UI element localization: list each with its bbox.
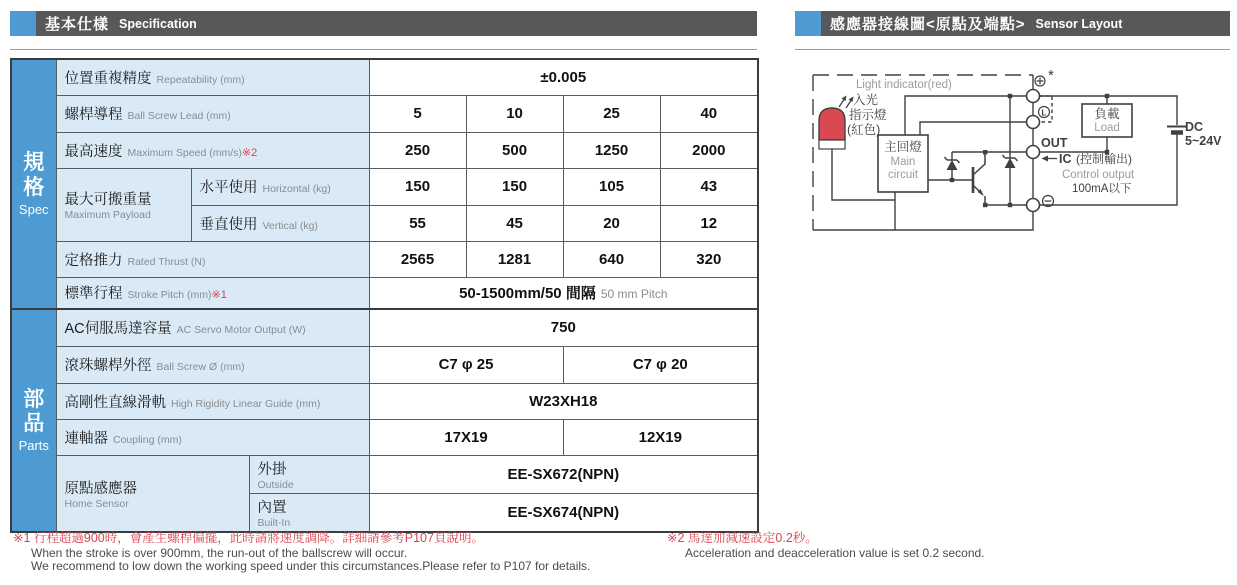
led-label-zh1: 入光 bbox=[853, 93, 879, 107]
label-en: Built-In bbox=[257, 516, 291, 529]
home-sensor-label bbox=[56, 455, 249, 532]
control-output-zh: (控制輸出) bbox=[1076, 152, 1132, 166]
label-zh: 原點感應器 bbox=[64, 480, 137, 497]
blue-square-accent bbox=[10, 11, 36, 36]
header-title-en: Specification bbox=[119, 16, 197, 31]
light-indicator-label: Light indicator(red) bbox=[856, 79, 952, 91]
label-zh: 滾珠螺桿外徑 bbox=[64, 358, 152, 374]
header-title-zh: 感應器接線圖<原點及端點> bbox=[830, 16, 1026, 33]
sidebar-spec bbox=[11, 59, 56, 309]
lead-label bbox=[56, 95, 369, 132]
thrust-value: 320 bbox=[660, 241, 758, 277]
footnote-1-en2: We recommend to low down the working speed under this circumstances.Please refer to P107 for details. bbox=[31, 559, 591, 573]
plus-terminal bbox=[1027, 90, 1040, 103]
label-en: Ball Screw Lead (mm) bbox=[127, 110, 231, 122]
repeatability-value: ±0.005 bbox=[369, 59, 758, 95]
row-ball-screw-od bbox=[11, 346, 758, 383]
sidebar-parts-en: Parts bbox=[18, 437, 49, 453]
row-payload-horizontal bbox=[11, 168, 758, 205]
payload-v-value: 55 bbox=[369, 205, 466, 241]
servo-value: 750 bbox=[369, 309, 758, 346]
label-en: AC Servo Motor Output (W) bbox=[176, 324, 306, 337]
header-title-zh: 基本仕樣 bbox=[45, 16, 110, 33]
main-circuit-box bbox=[878, 135, 928, 192]
label-note: ※2 bbox=[241, 146, 258, 159]
section-header-sensor-layout bbox=[795, 11, 1230, 36]
sensor-wiring-diagram bbox=[795, 60, 1235, 255]
sensor-builtin-value: EE-SX674(NPN) bbox=[369, 493, 758, 532]
footnote-1 bbox=[13, 532, 590, 574]
zener-diode-icon bbox=[945, 152, 960, 180]
label-en: Repeatability (mm) bbox=[156, 73, 245, 86]
label-zh: 水平使用 bbox=[199, 180, 258, 196]
row-coupling bbox=[11, 419, 758, 455]
label-en: Coupling (mm) bbox=[113, 433, 182, 446]
label-en: Rated Thrust (N) bbox=[127, 255, 206, 268]
ic-arrow-icon bbox=[1042, 156, 1058, 162]
battery-icon bbox=[1167, 127, 1187, 133]
row-ball-screw-lead bbox=[11, 95, 758, 132]
label-zh: 標準行程 bbox=[64, 286, 123, 303]
label-zh: 高剛性直線滑軌 bbox=[64, 394, 166, 411]
asterisk-mark: * bbox=[1048, 67, 1054, 84]
load-zh: 負載 bbox=[1094, 107, 1120, 121]
ic-label: IC bbox=[1059, 152, 1072, 166]
footnote-1-en1: When the stroke is over 900mm, the run-out of the ballscrew will occur. bbox=[31, 545, 408, 560]
screw-od-value: C7 φ 25 bbox=[369, 346, 563, 383]
label-en: Horizontal (kg) bbox=[262, 183, 331, 195]
payload-v-value: 45 bbox=[466, 205, 563, 241]
sensor-outside-value: EE-SX672(NPN) bbox=[369, 455, 758, 493]
label-en: Outside bbox=[257, 478, 294, 491]
row-servo-output bbox=[11, 309, 758, 346]
footnote-2-zh: ※2 馬達加減速設定0.2秒。 bbox=[667, 531, 818, 545]
label-zh: 位置重複精度 bbox=[64, 70, 152, 87]
main-circuit-en1: Main bbox=[890, 156, 916, 168]
lead-value: 5 bbox=[369, 95, 466, 132]
speed-value: 500 bbox=[466, 132, 563, 168]
main-circuit-en2: circuit bbox=[887, 169, 919, 181]
speed-label bbox=[56, 132, 369, 168]
label-zh: 最高速度 bbox=[64, 143, 123, 160]
label-zh: 內置 bbox=[257, 499, 287, 516]
row-linear-guide bbox=[11, 383, 758, 419]
light-ray-arrows-icon bbox=[839, 96, 854, 109]
sidebar-spec-zh: 規格 bbox=[23, 151, 45, 199]
label-zh: 外掛 bbox=[257, 461, 287, 478]
speed-value: 1250 bbox=[563, 132, 660, 168]
payload-v-value: 20 bbox=[563, 205, 660, 241]
row-home-sensor-outside bbox=[11, 455, 758, 493]
label-zh: 定格推力 bbox=[64, 252, 123, 269]
main-circuit-zh: 主回燈 bbox=[884, 140, 922, 154]
thrust-label bbox=[56, 241, 369, 277]
footnote-1-zh: ※1 行程超過900時，會產生螺桿偏擺，此時請將速度調降。詳細請參考P107頁說明。 bbox=[13, 531, 484, 545]
header-bar bbox=[821, 11, 1230, 36]
voltage-label: 5~24V bbox=[1185, 134, 1222, 148]
transistor-icon bbox=[973, 152, 985, 205]
minus-terminal bbox=[1027, 199, 1040, 212]
payload-horizontal-label bbox=[191, 168, 369, 205]
enclosure-bottom-line bbox=[813, 212, 1033, 230]
sidebar-parts bbox=[11, 309, 56, 532]
current-limit-label: 100mA以下 bbox=[1072, 183, 1132, 195]
blue-square-accent bbox=[795, 11, 821, 36]
lead-value: 10 bbox=[466, 95, 563, 132]
payload-h-value: 43 bbox=[660, 168, 758, 205]
plus-wire bbox=[905, 96, 1027, 135]
stroke-label bbox=[56, 277, 369, 309]
stroke-value-main: 50-1500mm/50 間隔 bbox=[459, 285, 596, 303]
payload-h-value: 105 bbox=[563, 168, 660, 205]
screw-od-value: C7 φ 20 bbox=[563, 346, 758, 383]
lead-value: 25 bbox=[563, 95, 660, 132]
thrust-value: 2565 bbox=[369, 241, 466, 277]
label-zh: 連軸器 bbox=[64, 430, 108, 447]
out-terminal bbox=[1027, 146, 1040, 159]
payload-v-value: 12 bbox=[660, 205, 758, 241]
header-underline bbox=[10, 49, 757, 50]
thrust-value: 1281 bbox=[466, 241, 563, 277]
label-en: Maximum Speed (mm/s) bbox=[127, 146, 242, 159]
footnote-2 bbox=[667, 532, 985, 560]
led-label-zh3: (紅色) bbox=[847, 123, 881, 137]
sidebar-spec-en: Spec bbox=[18, 201, 49, 217]
payload-vertical-label bbox=[191, 205, 369, 241]
header-bar bbox=[36, 11, 757, 36]
out-label: OUT bbox=[1041, 136, 1068, 150]
row-repeatability bbox=[11, 59, 758, 95]
guide-value: W23XH18 bbox=[369, 383, 758, 419]
payload-h-value: 150 bbox=[466, 168, 563, 205]
footnote-2-en1: Acceleration and deacceleration value is set 0.2 second. bbox=[685, 545, 985, 560]
stroke-value-sub: 50 mm Pitch bbox=[600, 287, 668, 302]
header-title-en: Sensor Layout bbox=[1035, 16, 1123, 31]
load-box bbox=[1082, 104, 1132, 137]
control-output-en: Control output bbox=[1062, 169, 1135, 181]
plus-symbol-icon bbox=[1035, 76, 1045, 86]
payload-label bbox=[56, 168, 191, 241]
repeatability-label bbox=[56, 59, 369, 95]
coupling-value: 17X19 bbox=[369, 419, 563, 455]
payload-h-value: 150 bbox=[369, 168, 466, 205]
header-underline bbox=[795, 49, 1230, 50]
label-zh: 垂直使用 bbox=[199, 216, 258, 233]
stroke-value bbox=[369, 277, 758, 309]
row-max-speed bbox=[11, 132, 758, 168]
l-terminal bbox=[1027, 116, 1040, 129]
dc-label: DC bbox=[1185, 120, 1204, 134]
sidebar-parts-zh: 部品 bbox=[23, 387, 45, 435]
led-label-zh2: 指示燈 bbox=[849, 108, 887, 122]
label-en: Vertical (kg) bbox=[262, 219, 318, 232]
lead-value: 40 bbox=[660, 95, 758, 132]
sensor-outside-label bbox=[249, 455, 369, 493]
section-header-specification bbox=[10, 11, 757, 36]
zener-diode-icon bbox=[1003, 96, 1018, 205]
label-en: Stroke Pitch (mm) bbox=[127, 289, 212, 302]
screw-od-label bbox=[56, 346, 369, 383]
label-en: High Rigidity Linear Guide (mm) bbox=[171, 397, 321, 410]
coupling-value: 12X19 bbox=[563, 419, 758, 455]
label-zh: 螺桿導程 bbox=[64, 107, 123, 123]
servo-label bbox=[56, 309, 369, 346]
row-stroke-pitch bbox=[11, 277, 758, 309]
label-en: Home Sensor bbox=[64, 497, 129, 510]
spec-table bbox=[10, 58, 759, 533]
load-en: Load bbox=[1094, 122, 1120, 134]
thrust-value: 640 bbox=[563, 241, 660, 277]
row-rated-thrust bbox=[11, 241, 758, 277]
l-symbol-icon bbox=[1039, 107, 1050, 118]
guide-label bbox=[56, 383, 369, 419]
svg-text:L: L bbox=[1041, 107, 1047, 118]
speed-value: 250 bbox=[369, 132, 466, 168]
label-note: ※1 bbox=[211, 289, 227, 302]
speed-value: 2000 bbox=[660, 132, 758, 168]
label-en: Ball Screw Ø (mm) bbox=[156, 361, 245, 373]
label-zh: AC伺服馬達容量 bbox=[64, 321, 172, 338]
sensor-builtin-label bbox=[249, 493, 369, 532]
coupling-label bbox=[56, 419, 369, 455]
label-en: Maximum Payload bbox=[64, 209, 151, 221]
label-zh: 最大可搬重量 bbox=[64, 192, 152, 208]
